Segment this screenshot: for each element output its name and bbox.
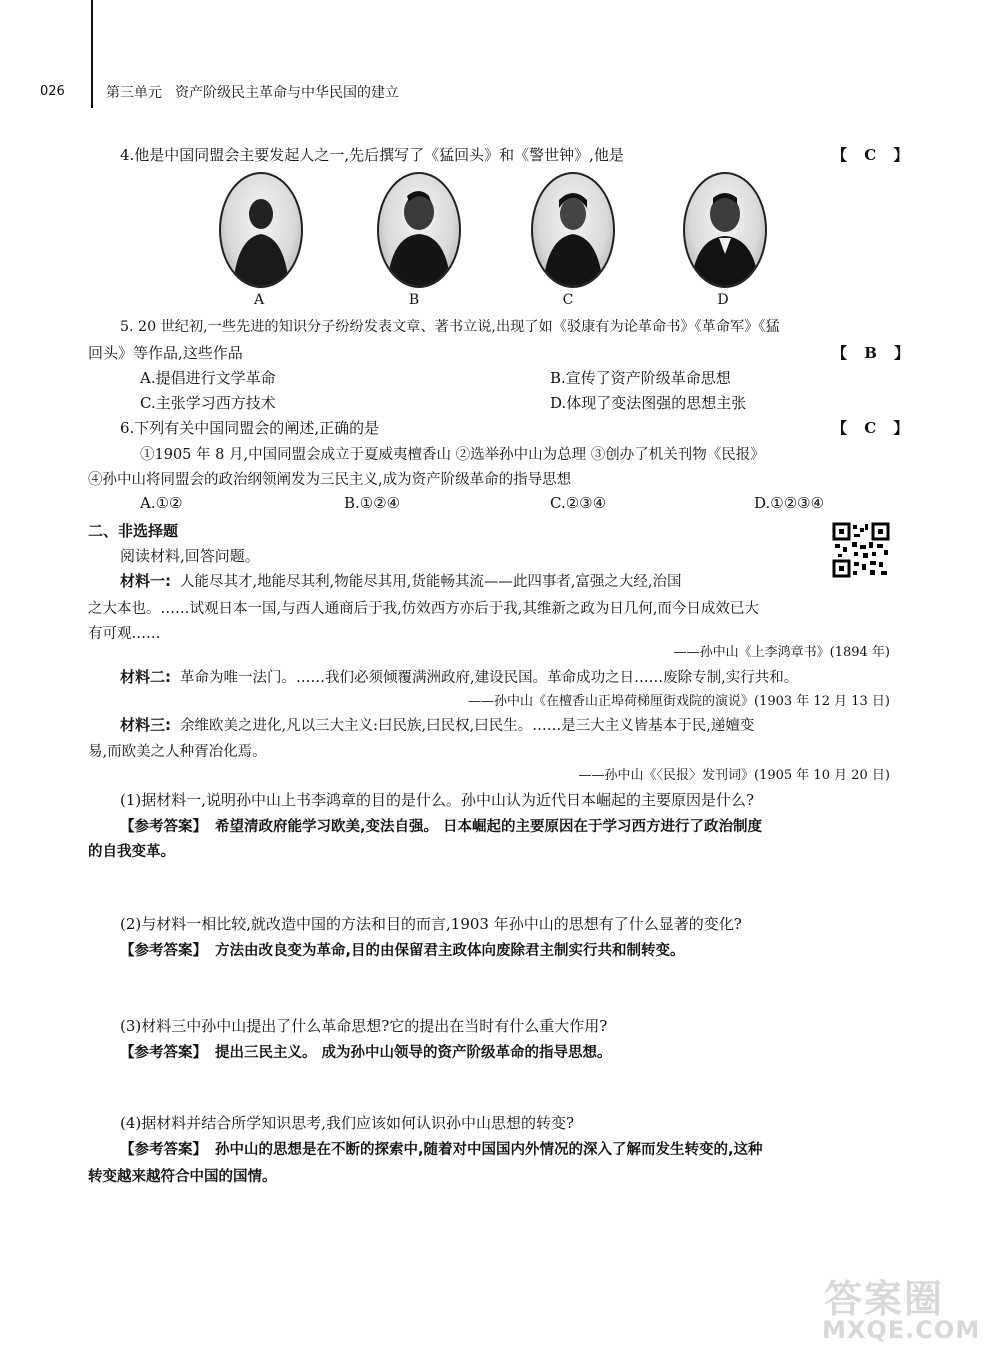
page-number: 026 xyxy=(40,84,65,99)
subq-1-answer-line1: 希望清政府能学习欧美,变法自强。 日本崛起的主要原因在于学习西方进行了政治制度 xyxy=(215,819,763,835)
portrait-label-b: B xyxy=(408,292,420,308)
person-silhouette-icon xyxy=(221,174,301,286)
subq-1: (1)据材料一,说明孙中山上书李鸿章的目的是什么。孙中山认为近代日本崛起的主要原因是什么? xyxy=(120,791,755,809)
q5-answer: 【 B 】 xyxy=(832,344,916,362)
q5-option-b: B.宣传了资产阶级革命思想 xyxy=(550,369,731,387)
person-silhouette-icon xyxy=(685,174,765,286)
q5-option-c: C.主张学习西方技术 xyxy=(140,394,276,412)
portrait-d xyxy=(683,172,767,288)
material-3-source: ——孙中山《〈民报〉发刊词》(1905 年 10 月 20 日) xyxy=(578,768,890,783)
person-silhouette-icon xyxy=(533,174,613,286)
section2-intro: 阅读材料,回答问题。 xyxy=(120,547,260,565)
q4-answer: 【 C 】 xyxy=(832,146,915,164)
person-silhouette-icon xyxy=(379,174,459,286)
q5-stem-line1: 5. 20 世纪初,一些先进的知识分子纷纷发表文章、著书立说,出现了如《驳康有为论革命书》《革命军》《猛 xyxy=(120,319,780,335)
q5-option-d: D.体现了变法图强的思想主张 xyxy=(550,394,747,412)
portrait-b xyxy=(377,172,461,288)
portrait-c xyxy=(531,172,615,288)
subq-4: (4)据材料并结合所学知识思考,我们应该如何认识孙中山思想的转变? xyxy=(120,1114,575,1132)
material-1-source: ——孙中山《上李鸿章书》(1894 年) xyxy=(673,645,890,660)
subq-1-answer-label: 【参考答案】 xyxy=(120,819,207,835)
q6-statement-1: ①1905 年 8 月,中国同盟会成立于夏威夷檀香山 ②选举孙中山为总理 ③创办了机关刊物《民报》 xyxy=(140,447,765,463)
subq-1-answer-line2: 的自我变革。 xyxy=(88,844,175,860)
material-1-line1: 人能尽其才,地能尽其利,物能尽其用,货能畅其流——此四事者,富强之大经,治国 xyxy=(180,574,682,590)
material-2-line1: 革命为唯一法门。……我们必须倾覆满洲政府,建设民国。革命成功之日……废除专制,实行共和。 xyxy=(180,670,799,686)
q6-option-b: B.①②④ xyxy=(344,494,401,512)
q6-stem: 6.下列有关中国同盟会的阐述,正确的是 xyxy=(120,419,380,437)
subq-4-answer-line2: 转变越来越符合中国的国情。 xyxy=(88,1169,277,1185)
q5-stem-line2: 回头》等作品,这些作品 xyxy=(88,344,243,362)
subq-2-answer-line1: 方法由改良变为革命,目的由保留君主政体向废除君主制实行共和制转变。 xyxy=(215,943,685,959)
watermark-logo: 答案圈 xyxy=(824,1277,945,1321)
material-1-label: 材料一: xyxy=(120,572,171,590)
subq-2-answer-label: 【参考答案】 xyxy=(120,943,207,959)
section2-title: 二、非选择题 xyxy=(88,522,179,540)
header-rule xyxy=(91,0,93,108)
q6-option-a: A.①② xyxy=(140,494,183,512)
qr-code-icon[interactable] xyxy=(832,522,890,578)
unit-label: 第三单元 xyxy=(106,85,162,101)
material-3-label: 材料三: xyxy=(120,716,171,734)
material-3-line1: 余维欧美之进化,凡以三大主义:曰民族,曰民权,曰民生。……是三大主义皆基本于民,递嬗变 xyxy=(180,718,755,734)
q6-option-d: D.①②③④ xyxy=(754,494,825,512)
q6-option-c: C.②③④ xyxy=(550,494,607,512)
portrait-label-c: C xyxy=(562,292,574,308)
subq-3-answer-label: 【参考答案】 xyxy=(120,1045,207,1061)
q6-answer: 【 C 】 xyxy=(832,419,915,437)
material-2-label: 材料二: xyxy=(120,668,171,686)
chapter-title: 资产阶级民主革命与中华民国的建立 xyxy=(175,85,399,101)
portrait-label-d: D xyxy=(717,292,729,308)
watermark-domain: MXQE.COM xyxy=(822,1316,981,1344)
portrait-a xyxy=(219,172,303,288)
portrait-label-a: A xyxy=(253,292,265,308)
q5-option-a: A.提倡进行文学革命 xyxy=(140,369,276,387)
q6-statement-2: ④孙中山将同盟会的政治纲领阐发为三民主义,成为资产阶级革命的指导思想 xyxy=(88,472,572,488)
subq-3: (3)材料三中孙中山提出了什么革命思想?它的提出在当时有什么重大作用? xyxy=(120,1017,608,1035)
material-2-source: ——孙中山《在檀香山正埠荷梯厘街戏院的演说》(1903 年 12 月 13 日) xyxy=(468,694,890,709)
material-1-line2: 之大本也。……试观日本一国,与西人通商后于我,仿效西方亦后于我,其维新之政为日几何,而今日成效已大 xyxy=(88,601,759,617)
material-1-line3: 有可观…… xyxy=(88,626,161,642)
subq-4-answer-line1: 孙中山的思想是在不断的探索中,随着对中国国内外情况的深入了解而发生转变的,这种 xyxy=(215,1142,763,1158)
subq-2: (2)与材料一相比较,就改造中国的方法和目的而言,1903 年孙中山的思想有了什么显著的变化? xyxy=(120,915,742,933)
q4-stem: 4.他是中国同盟会主要发起人之一,先后撰写了《猛回头》和《警世钟》,他是 xyxy=(120,146,624,164)
material-3-line2: 易,而欧美之人种胥冶化焉。 xyxy=(88,744,267,760)
subq-3-answer-line1: 提出三民主义。 成为孙中山领导的资产阶级革命的指导思想。 xyxy=(215,1045,612,1061)
subq-4-answer-label: 【参考答案】 xyxy=(120,1142,207,1158)
